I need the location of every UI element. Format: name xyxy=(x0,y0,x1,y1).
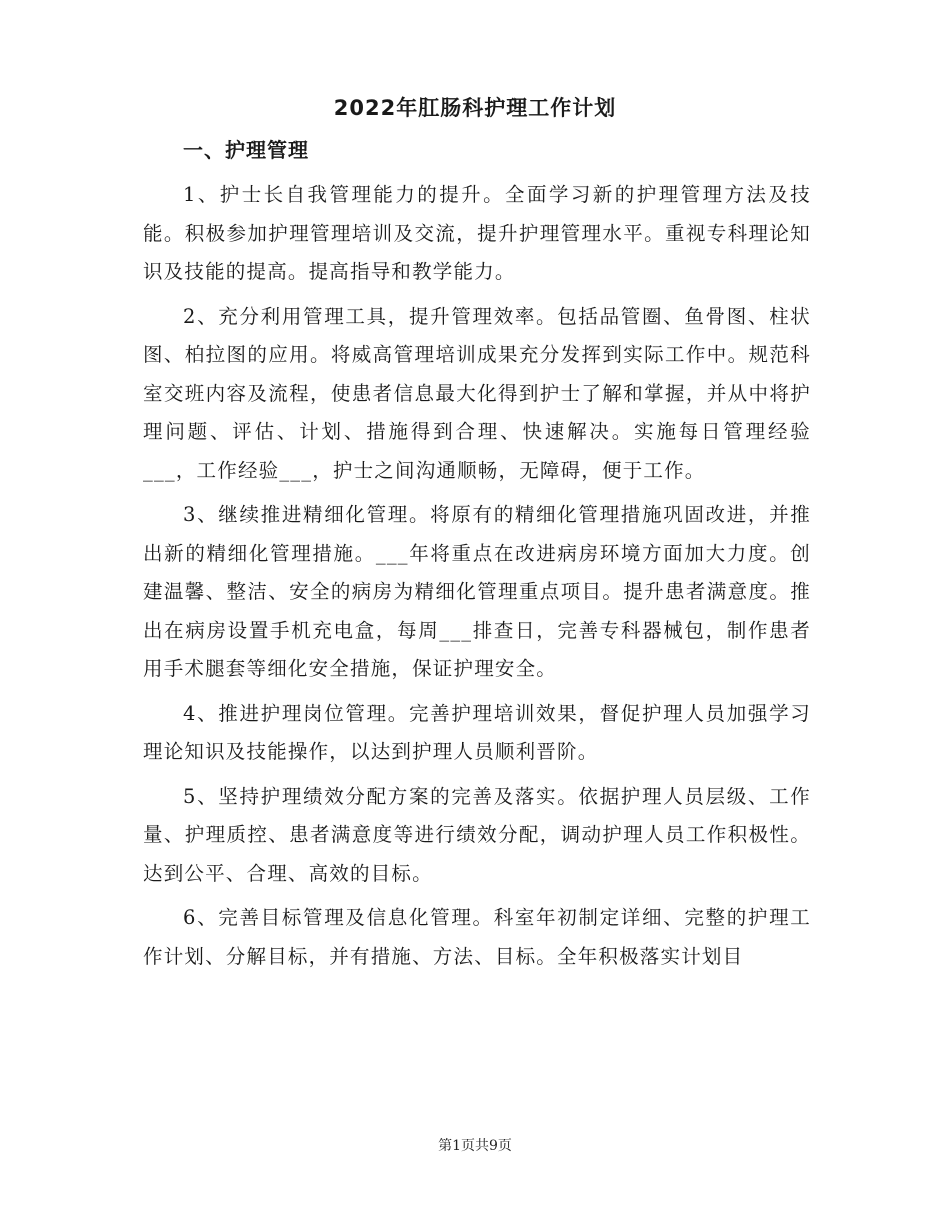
paragraph-2: 2、充分利用管理工具，提升管理效率。包括品管圈、鱼骨图、柱状图、柏拉图的应用。将威高管理培训成果充分发挥到实际工作中。规范科室交班内容及流程，使患者信息最大化得到护士了解和掌握，并从中将护理问题、评估、计划、措施得到合理、快速解决。实施每日管理经验___，工作经验___，护士之间沟通顺畅，无障碍，便于工作。 xyxy=(143,304,811,482)
paragraph-5: 5、坚持护理绩效分配方案的完善及落实。依据护理人员层级、工作量、护理质控、患者满意度等进行绩效分配，调动护理人员工作积极性。达到公平、合理、高效的目标。 xyxy=(143,784,811,885)
document-body xyxy=(143,134,811,982)
paragraph-3: 3、继续推进精细化管理。将原有的精细化管理措施巩固改进，并推出新的精细化管理措施。___年将重点在改进病房环境方面加大力度。创建温馨、整洁、安全的病房为精细化管理重点项目。提升患者满意度。推出在病房设置手机充电盒，每周___排查日，完善专科器械包，制作患者用手术腿套等细化安全措施，保证护理安全。 xyxy=(143,503,811,680)
paragraph-4: 4、推进护理岗位管理。完善护理培训效果，督促护理人员加强学习理论知识及技能操作，以达到护理人员顺利晋阶。 xyxy=(143,701,811,763)
document-title: 2022年肛肠科护理工作计划 xyxy=(333,96,617,120)
section-heading: 一、护理管理 xyxy=(183,138,309,162)
paragraph-6: 6、完善目标管理及信息化管理。科室年初制定详细、完整的护理工作计划、分解目标，并有措施、方法、目标。全年积极落实计划目 xyxy=(143,906,811,968)
page-number-footer: 第1页共9页 xyxy=(438,1138,512,1154)
paragraph-1: 1、护士长自我管理能力的提升。全面学习新的护理管理方法及技能。积极参加护理管理培训及交流，提升护理管理水平。重视专科理论知识及技能的提高。提高指导和教学能力。 xyxy=(143,183,811,283)
